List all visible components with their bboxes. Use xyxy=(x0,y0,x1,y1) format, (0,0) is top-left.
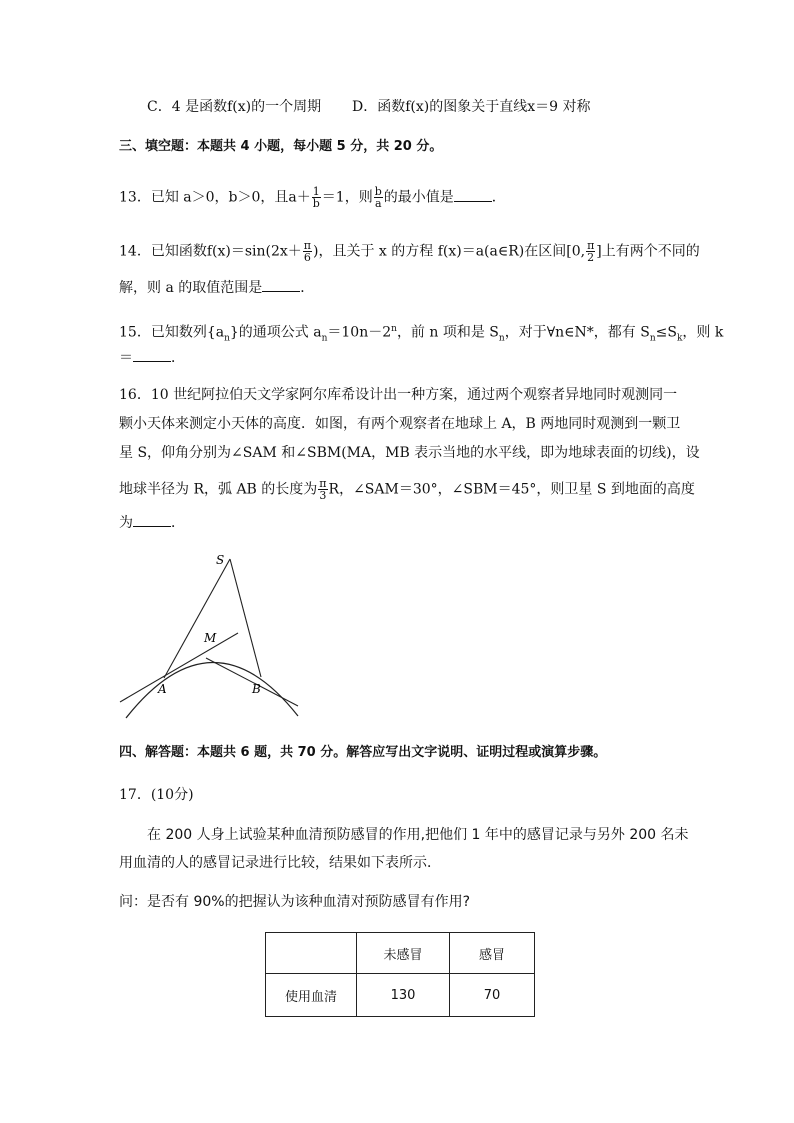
q15-text-7: ，则 k xyxy=(682,324,724,341)
q14-frac1-num: π xyxy=(303,239,311,252)
q15-line2-text: ＝ xyxy=(119,350,133,366)
q13-fraction-2 xyxy=(374,186,383,209)
q15-end: ． xyxy=(171,350,185,366)
q17-line-2: 用血清的人的感冒记录进行比较，结果如下表所示． xyxy=(119,855,441,871)
question-13 xyxy=(119,186,506,209)
q15-text-4: ，前 n 项和是 S xyxy=(396,324,499,341)
answer-blank xyxy=(454,187,492,202)
q14-frac2-num: π xyxy=(587,239,595,252)
q14-text-3: ]上有两个不同的 xyxy=(596,243,700,260)
q14-text-1: 14．已知函数f(x)＝sin(2x＋ xyxy=(119,243,302,260)
table-cell xyxy=(266,933,357,974)
q16-line4-text-2: R，∠SAM＝30°，∠SBM＝45°，则卫星 S 到地面的高度 xyxy=(328,481,695,498)
question-14 xyxy=(119,240,700,263)
q16-line-2: 颗小天体来测定小天体的高度．如图，有两个观察者在地球上 A，B 两地同时观测到一颗卫 xyxy=(119,416,681,432)
q13-frac1-num: 1 xyxy=(312,185,320,198)
q15-text-3: ＝10n－2 xyxy=(327,324,392,341)
sight-line-bs xyxy=(230,559,261,677)
q16-fraction xyxy=(318,478,327,501)
q13-end: ． xyxy=(491,189,506,206)
earth-arc xyxy=(126,662,298,718)
q15-sub: n xyxy=(224,333,230,344)
label-a: A xyxy=(158,682,167,696)
q13-frac2-den: a xyxy=(374,197,382,210)
q16-line-4 xyxy=(119,478,695,501)
table-cell: 70 xyxy=(450,974,535,1017)
table-row xyxy=(266,974,535,1017)
q16-frac-num: π xyxy=(319,477,327,490)
q15-text-6: ≤S xyxy=(655,324,677,341)
q14-frac1-den: 6 xyxy=(303,251,311,264)
table-header-cell: 感冒 xyxy=(450,933,535,974)
table-cell: 使用血清 xyxy=(266,974,357,1017)
table-cell: 130 xyxy=(357,974,450,1017)
q14-line2-text: 解，则 a 的取值范围是 xyxy=(119,280,263,296)
q13-frac1-den: b xyxy=(312,197,320,210)
q16-end: ． xyxy=(171,515,185,531)
q16-line-3: 星 S，仰角分别为∠SAM 和∠SBM(MA，MB 表示当地的水平线，即为地球表面的切线)，设 xyxy=(119,445,700,461)
tangent-line-a xyxy=(120,633,238,702)
q15-text-5: ，对于∀n∈N*，都有 S xyxy=(504,324,650,341)
q16-line5-text: 为 xyxy=(119,515,133,531)
sight-line-as xyxy=(164,559,230,678)
label-b: B xyxy=(252,682,261,696)
option-d: D．函数f(x)的图象关于直线x＝9 对称 xyxy=(352,99,591,115)
satellite-figure xyxy=(118,548,308,723)
q14-end: ． xyxy=(300,280,315,296)
q13-fraction-1 xyxy=(312,186,321,209)
q15-sub: n xyxy=(498,333,505,344)
label-m: M xyxy=(204,631,217,645)
q13-frac2-num: b xyxy=(374,185,382,198)
q16-line-1: 16．10 世纪阿拉伯天文学家阿尔库希设计出一种方案，通过两个观察者异地同时观测同一 xyxy=(119,387,678,403)
q14-frac2-den: 2 xyxy=(587,251,595,264)
q15-text-2: }的通项公式 a xyxy=(229,324,322,341)
answer-blank xyxy=(133,347,171,362)
q17-header: 17．(10分) xyxy=(119,787,194,803)
label-s: S xyxy=(216,553,225,567)
answer-blank xyxy=(262,277,300,292)
table-header-row xyxy=(266,933,535,974)
answer-blank xyxy=(133,512,171,527)
question-15-line-2 xyxy=(119,347,185,368)
question-15 xyxy=(119,319,723,348)
q16-frac-den: 3 xyxy=(319,489,327,502)
q15-sub: k xyxy=(676,333,683,344)
q15-sub: n xyxy=(649,333,656,344)
q13-text-2: ＝1，则 xyxy=(321,189,373,206)
q17-line-1: 在 200 人身上试验某种血清预防感冒的作用,把他们 1 年中的感冒记录与另外 200 名未 xyxy=(147,827,689,843)
q14-fraction-1 xyxy=(303,240,312,263)
q15-sup: n xyxy=(391,324,397,334)
question-14-line-2 xyxy=(119,277,314,298)
q16-line-5 xyxy=(119,512,185,533)
q13-text-3: 的最小值是 xyxy=(383,189,454,206)
option-c: C．4 是函数f(x)的一个周期 xyxy=(147,99,322,115)
q17-question: 问：是否有 90%的把握认为该种血清对预防感冒有作用? xyxy=(119,894,470,910)
q14-fraction-2 xyxy=(586,240,595,263)
q16-line4-text-1: 地球半径为 R，弧 AB 的长度为 xyxy=(119,481,318,498)
table-header-cell: 未感冒 xyxy=(357,933,450,974)
q15-sub: n xyxy=(321,333,328,344)
section3-heading: 三、填空题：本题共 4 小题，每小题 5 分，共 20 分。 xyxy=(119,139,443,154)
q13-text-1: 13．已知 a＞0，b＞0，且a＋ xyxy=(119,189,311,206)
data-table xyxy=(265,932,535,1017)
section4-heading: 四、解答题：本题共 6 题，共 70 分。解答应写出文字说明、证明过程或演算步骤。 xyxy=(119,745,607,760)
q15-text-1: 15．已知数列{a xyxy=(119,324,225,341)
q14-text-2: )，且关于 x 的方程 f(x)＝a(a∈R)在区间[0, xyxy=(313,243,586,260)
